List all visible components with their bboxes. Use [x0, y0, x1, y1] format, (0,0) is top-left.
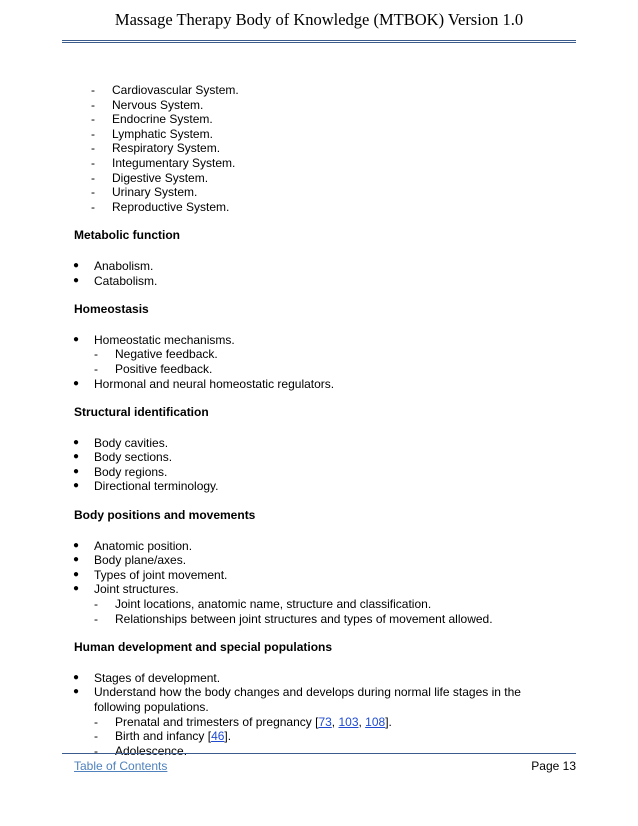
sub-list-item: - Prenatal and trimesters of pregnancy [73, 103, 108].	[94, 714, 392, 729]
reference-link[interactable]: 73	[318, 714, 332, 729]
list-item: - Nervous System.	[91, 97, 204, 112]
list-item: - Digestive System.	[91, 170, 209, 185]
list-item: ● Hormonal and neural homeostatic regulators.	[73, 376, 335, 391]
page-content	[0, 83, 638, 758]
list-item: ● Directional terminology.	[73, 479, 219, 494]
list-item: - Lymphatic System.	[91, 126, 213, 141]
reference-link[interactable]: 46	[211, 729, 225, 744]
sub-list-item: - Positive feedback.	[94, 361, 213, 376]
list-item: - Respiratory System.	[91, 141, 221, 156]
table-of-contents-link[interactable]: Table of Contents	[74, 759, 168, 773]
section-heading-metabolic: Metabolic function	[74, 228, 180, 243]
list-item: - Cardiovascular System.	[91, 83, 239, 97]
list-item: ● Joint structures.	[73, 582, 179, 597]
sub-list-item: - Adolescence.	[94, 743, 188, 758]
section-heading-homeostasis: Homeostasis	[74, 302, 149, 317]
list-item: - Urinary System.	[91, 185, 198, 200]
section-heading-structural: Structural identification	[74, 405, 209, 420]
list-item: ● Body regions.	[73, 464, 168, 479]
header-rule	[62, 40, 576, 41]
list-item: ● Catabolism.	[73, 273, 158, 288]
list-item: ● Homeostatic mechanisms.	[73, 332, 235, 347]
section-heading-positions: Body positions and movements	[74, 508, 256, 523]
list-item: - Integumentary System.	[91, 155, 236, 170]
list-item: ● Body plane/axes.	[73, 553, 187, 568]
list-item: ● Understand how the body changes and develops during normal life stages in the following populations.	[73, 685, 521, 714]
list-item: ● Anabolism.	[73, 258, 154, 273]
sub-list-item: - Joint locations, anatomic name, structure and classification.	[94, 597, 432, 612]
reference-link[interactable]: 108	[365, 714, 386, 729]
reference-link[interactable]: 103	[338, 714, 359, 729]
body-systems-list	[0, 83, 638, 214]
list-item: - Reproductive System.	[91, 199, 230, 214]
list-item: ● Stages of development.	[73, 670, 221, 685]
list-item: ● Body cavities.	[73, 435, 169, 450]
footer-rule	[62, 753, 576, 754]
header-rule-2	[62, 42, 576, 43]
list-item: ● Anatomic position.	[73, 538, 193, 553]
sub-list-item: - Relationships between joint structures and types of movement allowed.	[94, 611, 493, 626]
list-item: ● Types of joint movement.	[73, 567, 228, 582]
sub-list-item: - Birth and infancy [46].	[94, 729, 232, 744]
list-item: - Endocrine System.	[91, 112, 213, 127]
page-header-title: Massage Therapy Body of Knowledge (MTBOK) Version 1.0	[114, 10, 524, 29]
list-item: ● Body sections.	[73, 450, 173, 465]
section-heading-development: Human development and special populations	[74, 640, 333, 655]
page-number: Page 13	[531, 759, 576, 773]
sub-list-item: - Negative feedback.	[94, 347, 218, 362]
